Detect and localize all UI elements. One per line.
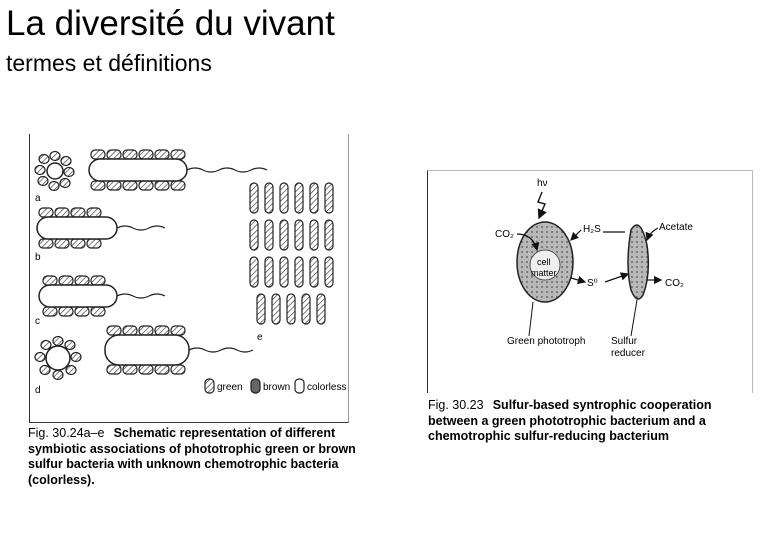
- panel-label-c: c: [35, 316, 40, 327]
- slide-subtitle: termes et définitions: [6, 50, 212, 76]
- green-phototroph-label: Green phototroph: [507, 336, 586, 347]
- caption-right: [428, 398, 758, 445]
- caption-left-number: Fig. 30.24a–e: [28, 426, 105, 440]
- legend-brown: brown: [263, 382, 291, 393]
- caption-left: [28, 426, 358, 489]
- legend-colorless: colorless: [307, 382, 347, 393]
- panel-label-e: e: [257, 332, 263, 343]
- svg-text:matter: matter: [531, 268, 557, 278]
- figure-frame: [29, 134, 349, 423]
- panel-label-b: b: [35, 252, 41, 263]
- h2s-label: H₂S: [583, 224, 601, 235]
- co2-in-label: CO₂: [495, 229, 514, 240]
- legend-green: green: [217, 382, 243, 393]
- caption-right-number: Fig. 30.23: [428, 398, 484, 412]
- s0-label: S⁰: [587, 278, 598, 289]
- figure-syntrophy: [425, 170, 755, 400]
- figure-frame: [427, 170, 753, 393]
- light-label: hν: [537, 178, 548, 189]
- sulfur-reducer-label: Sulfur reducer: [611, 336, 645, 359]
- figure-consortia: [25, 128, 355, 428]
- panel-label-a: a: [35, 193, 41, 204]
- caption-left-text: Schematic representation of different symbiotic associations of phototrophic green or brown sulfur bacteria with unknown chemotrophic bacteria (colorless).: [28, 426, 356, 487]
- cell-matter-label: cell: [537, 257, 551, 267]
- co2-out-label: CO₂: [665, 278, 684, 289]
- caption-right-text: Sulfur-based syntrophic cooperation between a green phototrophic bacterium and a chemotrophic sulfur-reducing bacterium: [428, 398, 712, 444]
- slide-title: La diversité du vivant: [6, 4, 335, 43]
- acetate-label: Acetate: [659, 222, 693, 233]
- panel-label-d: d: [35, 385, 41, 396]
